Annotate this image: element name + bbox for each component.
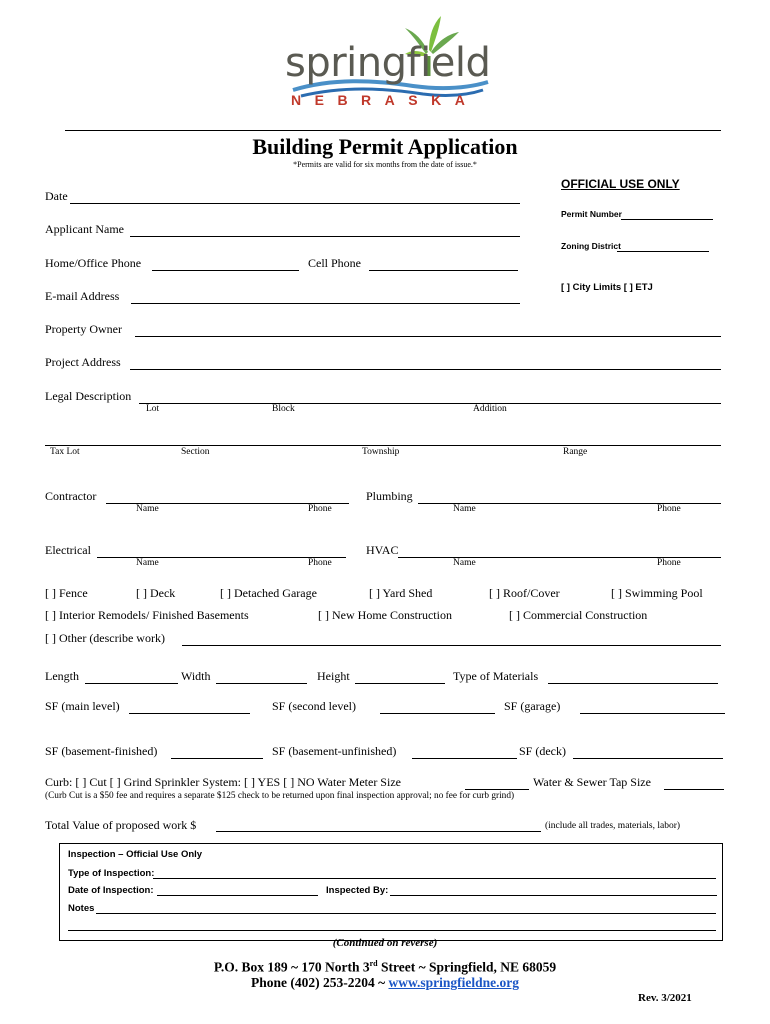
fence-checkbox[interactable]: [ ] Fence (45, 586, 88, 600)
legal-description-field[interactable] (139, 403, 721, 404)
height-label: Height (317, 669, 350, 683)
inspected-by-field[interactable] (390, 895, 717, 896)
interior-checkbox[interactable]: [ ] Interior Remodels/ Finished Basements (45, 608, 249, 622)
sf-basement-finished-field[interactable] (171, 758, 263, 759)
zoning-district-label: Zoning District (561, 241, 621, 251)
materials-field[interactable] (548, 683, 718, 684)
swimming-pool-checkbox[interactable]: [ ] Swimming Pool (611, 586, 703, 600)
length-label: Length (45, 669, 79, 683)
applicant-name-label: Applicant Name (45, 222, 124, 236)
city-limits-checkbox[interactable]: [ ] City Limits [ ] ETJ (561, 282, 653, 293)
new-home-checkbox[interactable]: [ ] New Home Construction (318, 608, 452, 622)
township-label: Township (362, 447, 400, 457)
property-owner-field[interactable] (135, 336, 721, 337)
inspected-by-label: Inspected By: (326, 885, 389, 896)
continued-note: (Continued on reverse) (332, 937, 438, 949)
email-field[interactable] (131, 303, 520, 304)
inspection-date-label: Date of Inspection: (68, 885, 154, 896)
sf-deck-label: SF (deck) (519, 744, 566, 758)
sf-main-field[interactable] (129, 713, 250, 714)
revision-label: Rev. 3/2021 (638, 992, 692, 1004)
electrical-name-label: Name (136, 558, 159, 568)
yard-shed-checkbox[interactable]: [ ] Yard Shed (369, 586, 433, 600)
city-logo (283, 10, 493, 110)
tap-size-field[interactable] (664, 789, 724, 790)
sf-second-field[interactable] (380, 713, 495, 714)
inspection-type-field[interactable] (153, 878, 716, 879)
block-label: Block (272, 404, 295, 414)
roof-cover-checkbox[interactable]: [ ] Roof/Cover (489, 586, 560, 600)
cell-phone-field[interactable] (369, 270, 518, 271)
addition-label: Addition (473, 404, 507, 414)
sf-main-label: SF (main level) (45, 699, 120, 713)
contractor-phone-label: Phone (308, 504, 332, 514)
deck-checkbox[interactable]: [ ] Deck (136, 586, 176, 600)
length-field[interactable] (85, 683, 178, 684)
date-label: Date (45, 189, 68, 203)
header-rule (65, 130, 721, 131)
footer-website-link[interactable]: www.springfieldne.org (388, 975, 520, 990)
home-phone-field[interactable] (152, 270, 299, 271)
legal-description-label: Legal Description (45, 389, 132, 403)
date-field[interactable] (70, 203, 520, 204)
cell-phone-label: Cell Phone (308, 256, 361, 270)
inspection-box (59, 843, 723, 941)
footer-address-end: Street ~ Springfield, NE 68059 (377, 959, 557, 975)
footer-address-start: P.O. Box 189 ~ 170 North 3 (213, 959, 370, 975)
electrical-label: Electrical (45, 543, 91, 557)
inspection-date-field[interactable] (157, 895, 318, 896)
zoning-district-field[interactable] (617, 251, 709, 252)
inspection-notes-label: Notes (68, 903, 95, 914)
range-label: Range (563, 447, 588, 457)
project-address-label: Project Address (45, 355, 121, 369)
detached-garage-checkbox[interactable]: [ ] Detached Garage (220, 586, 317, 600)
property-owner-label: Property Owner (45, 322, 122, 336)
plumbing-label: Plumbing (366, 489, 413, 503)
commercial-checkbox[interactable]: [ ] Commercial Construction (509, 608, 648, 622)
total-value-note: (include all trades, materials, labor) (545, 821, 681, 831)
contractor-name-label: Name (136, 504, 159, 514)
email-label: E-mail Address (45, 289, 120, 303)
permit-number-label: Permit Number (561, 209, 622, 219)
sf-deck-field[interactable] (573, 758, 723, 759)
materials-label: Type of Materials (453, 669, 539, 683)
logo-state: NEBRASKA (291, 92, 479, 108)
inspection-notes-field-2[interactable] (68, 930, 716, 931)
tap-size-label: Water & Sewer Tap Size (533, 775, 651, 789)
official-heading: OFFICIAL USE ONLY (561, 177, 680, 191)
project-address-field[interactable] (130, 369, 721, 370)
lot-label: Lot (146, 404, 160, 414)
tax-lot-label: Tax Lot (50, 447, 80, 457)
home-phone-label: Home/Office Phone (45, 256, 142, 270)
footer-phone: Phone (402) 253-2204 ~ (250, 975, 389, 990)
logo-wordmark: springfield (285, 40, 491, 86)
sf-second-label: SF (second level) (272, 699, 356, 713)
sf-basement-unfinished-field[interactable] (412, 758, 517, 759)
width-field[interactable] (216, 683, 307, 684)
page-title: Building Permit Application (252, 134, 518, 159)
other-checkbox[interactable]: [ ] Other (describe work) (45, 631, 165, 645)
inspection-type-label: Type of Inspection: (68, 868, 155, 879)
inspection-heading: Inspection – Official Use Only (68, 849, 203, 860)
width-label: Width (181, 669, 211, 683)
footer-address-sup: rd (369, 959, 378, 968)
hvac-name-label: Name (453, 558, 476, 568)
hvac-label: HVAC (366, 543, 399, 557)
tax-lot-field[interactable] (45, 445, 721, 446)
total-value-field[interactable] (216, 831, 541, 832)
height-field[interactable] (355, 683, 445, 684)
plumbing-name-label: Name (453, 504, 476, 514)
sf-basement-unfinished-label: SF (basement-unfinished) (272, 744, 397, 758)
other-field[interactable] (182, 645, 721, 646)
total-value-label: Total Value of proposed work $ (45, 818, 197, 832)
permit-number-field[interactable] (621, 219, 713, 220)
electrical-phone-label: Phone (308, 558, 332, 568)
inspection-notes-field[interactable] (96, 913, 716, 914)
hvac-phone-label: Phone (657, 558, 681, 568)
contractor-label: Contractor (45, 489, 97, 503)
applicant-name-field[interactable] (130, 236, 520, 237)
water-meter-field[interactable] (465, 789, 529, 790)
sf-basement-finished-label: SF (basement-finished) (45, 744, 158, 758)
page-subtitle: *Permits are valid for six months from the date of issue.* (293, 160, 477, 169)
curb-note: (Curb Cut is a $50 fee and requires a separate $125 check to be returned upon final inspection approval; no fee for curb grind) (45, 791, 515, 801)
curb-line[interactable]: Curb: [ ] Cut [ ] Grind Sprinkler System: [ ] YES [ ] NO Water Meter Size (45, 775, 401, 789)
sf-garage-field[interactable] (580, 713, 725, 714)
section-label: Section (181, 447, 210, 457)
official-use-box (549, 168, 719, 308)
footer-address (0, 959, 770, 976)
plumbing-phone-label: Phone (657, 504, 681, 514)
sf-garage-label: SF (garage) (504, 699, 561, 713)
footer-contact (0, 975, 770, 991)
